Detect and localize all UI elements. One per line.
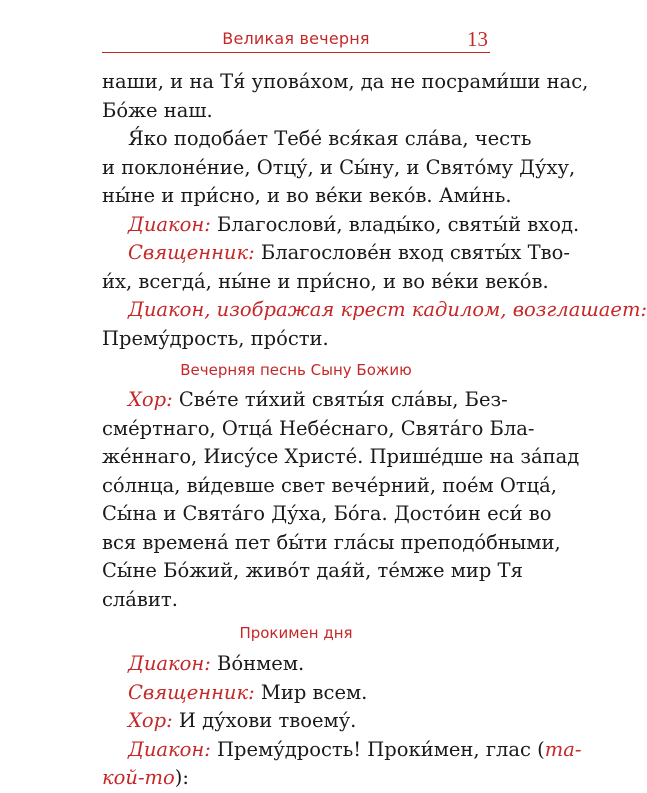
dialogue-text: Во́нмем. [210,652,305,675]
rubric-line: Диакон, изображая крест кадилом, возглашает: [128,298,647,321]
rubric-fragment: та- [544,737,582,761]
section-heading: Прокимен дня [239,624,353,642]
dialogue-line [102,707,490,736]
speaker-label: Священник: [128,241,255,264]
dialogue-text: Све́те ти́хий святы́я сла́вы, Без- [172,388,508,411]
speaker-label: Хор: [128,709,173,732]
dialogue-line [102,679,490,708]
dialogue-text: Прему́дрость! Проки́мен, глас ( [210,737,545,761]
text-line: Сы́не Бо́жий, живо́т дая́й, те́мже мир Тя [102,559,523,582]
dialogue-text: Мир всем. [254,680,368,704]
text-line: же́ннаго, Иису́се Христе́. Прише́дше на за́пад [102,445,580,468]
dialogue-line [102,386,508,415]
text-line: ны́не и при́сно, и во ве́ки веко́в. Ами́нь. [102,184,512,207]
running-title: Великая вечерня [222,29,370,48]
dialogue-line [102,650,490,679]
dialogue-line [102,764,490,793]
page-body [102,68,647,793]
speaker-label: Священник: [128,680,255,704]
speaker-label: Хор: [128,388,173,411]
text-line: Я́ко подоба́ет Тебе́ вся́кая сла́ва, честь [128,127,532,150]
section-heading: Вечерняя песнь Сыну Божию [180,361,412,379]
text-line: сла́вит. [102,587,178,611]
dialogue-text: Благослове́н вход святы́х Тво- [254,241,570,264]
text-line: и поклоне́ние, Отцу́, и Сы́ну, и Свято́му Ду́ху, [102,155,576,179]
dialogue-line [102,239,570,268]
dialogue-line [102,736,582,765]
text-line: и́х, всегда́, ны́не и при́сно, и во ве́ки веко́в. [102,269,549,293]
speaker-label: Диакон: [128,212,211,236]
rubric-fragment: кой-то [102,766,175,789]
dialogue-text: И ду́хови твоему́. [172,709,357,732]
running-header [102,28,490,53]
speaker-label: Диакон: [128,652,211,675]
text-line: Прему́дрость, про́сти. [102,326,329,350]
dialogue-text: ): [174,766,189,789]
text-line: Сы́на и Свята́го Ду́ха, Бо́га. Досто́ин еси́ во [102,502,552,525]
text-line: наши, и на Тя́ упова́хом, да не посрами́ши нас, [102,70,589,93]
text-line: со́лнца, ви́девше свет вече́рний, пое́м Отца́, [102,473,558,497]
dialogue-line [102,211,580,240]
text-line: Бо́же наш. [102,98,213,122]
speaker-label: Диакон: [128,737,211,761]
dialogue-text: Благослови́, влады́ко, святы́й вход. [210,212,580,236]
text-line: вся времена́ пет бы́ти гла́сы преподо́бными, [102,530,561,554]
page-number: 13 [467,27,488,51]
text-line: сме́ртнаго, Отца́ Небе́снаго, Свята́го Бла- [102,416,535,440]
